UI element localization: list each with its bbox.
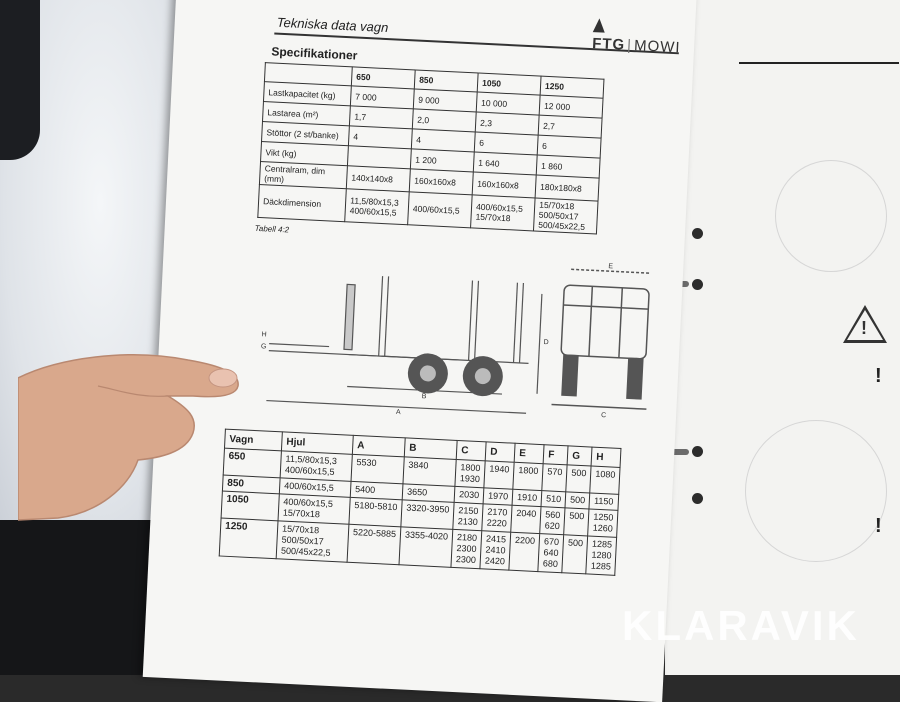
table-cell: 1970 xyxy=(483,488,513,505)
table-cell: 500 xyxy=(562,535,588,574)
table-cell: 2180 2300 2300 xyxy=(451,529,482,568)
table-header: 1250 xyxy=(540,76,604,98)
table-header: D xyxy=(485,442,515,462)
watermark-logo: KLARAVIK xyxy=(622,602,860,649)
table-cell: 160x160x8 xyxy=(472,172,536,198)
table-cell: 1250 1260 xyxy=(588,509,618,537)
table-cell: 180x180x8 xyxy=(535,175,599,201)
table-cell: 1940 xyxy=(484,461,514,489)
table-cell: 2150 2130 xyxy=(453,502,483,530)
row-label: Centralram, dim (mm) xyxy=(259,162,347,189)
table-cell: 4 xyxy=(411,129,475,152)
table-cell: 1150 xyxy=(589,493,619,510)
table-cell: 500 xyxy=(565,492,590,509)
table-cell: 670 640 680 xyxy=(538,534,564,573)
table-header: 1050 xyxy=(477,73,541,95)
table-cell: 10 000 xyxy=(476,92,540,115)
table-cell: 12 000 xyxy=(539,95,603,118)
table-header: F xyxy=(543,445,568,465)
dimension-label-a: A xyxy=(395,408,401,417)
table-cell: 1285 1280 1285 xyxy=(586,536,617,575)
table-cell: 3320-3950 xyxy=(401,500,454,530)
table-cell: 1 640 xyxy=(473,152,537,175)
logo-ftg: FTG xyxy=(591,35,626,54)
hand xyxy=(18,338,243,523)
table-header: 650 xyxy=(351,67,415,89)
table-header: A xyxy=(352,435,405,457)
table-header: G xyxy=(567,446,592,466)
table-cell: 2030 xyxy=(454,486,484,503)
row-label: 1050 xyxy=(221,491,279,521)
table-cell: 3650 xyxy=(402,484,455,503)
table-header: 850 xyxy=(414,70,478,92)
table-cell: 5180-5810 xyxy=(349,497,402,527)
table-cell: 1910 xyxy=(512,489,542,506)
section-heading: Specifikationer xyxy=(271,44,358,63)
table-header: C xyxy=(456,440,486,460)
binder-hole xyxy=(692,279,703,290)
right-page xyxy=(665,0,900,675)
spec-table xyxy=(254,62,604,235)
table-cell: 6 xyxy=(474,132,538,155)
table-cell: 11,5/80x15,3 400/60x15,5 xyxy=(345,189,410,225)
table-cell: 15/70x18 500/50x17 500/45x22,5 xyxy=(533,198,598,234)
logo-mowi: MOWI xyxy=(633,37,681,57)
table-cell: 400/60x15,5 xyxy=(408,192,473,228)
table-cell: 2,0 xyxy=(412,109,476,132)
page-title: Tekniska data vagn xyxy=(276,14,389,36)
table-cell: 3840 xyxy=(403,457,456,487)
table-cell: 5530 xyxy=(351,454,404,484)
dimension-label-h: H xyxy=(261,331,267,339)
table-cell: 1,7 xyxy=(349,106,413,129)
trailer-rear-view xyxy=(552,269,654,409)
exclamation-icon: ! xyxy=(875,365,882,387)
right-page-rule xyxy=(739,62,899,64)
table-cell: 5220-5885 xyxy=(347,524,401,564)
table-header: Vagn xyxy=(224,429,282,451)
jacket-sleeve xyxy=(0,0,40,160)
ghost-drawing-crane xyxy=(775,160,887,272)
table-cell: 500 xyxy=(566,465,591,493)
table-cell: 2,7 xyxy=(538,115,602,138)
binder-hole xyxy=(692,493,703,504)
table-cell: 1 860 xyxy=(536,155,600,178)
row-label: Däckdimension xyxy=(258,184,347,221)
table-cell: 2,3 xyxy=(475,112,539,135)
tree-logo-icon xyxy=(593,18,606,33)
row-label: 1250 xyxy=(219,518,278,559)
binder-hole xyxy=(692,446,703,457)
table-cell: 11,5/80x15,3 400/60x15,5 xyxy=(280,451,352,481)
table-header: H xyxy=(591,447,621,467)
dimension-table xyxy=(219,429,622,576)
table-header: B xyxy=(404,438,457,460)
table-cell: 1 200 xyxy=(410,149,474,172)
table-cell: 160x160x8 xyxy=(409,169,473,195)
table-cell: 1800 1930 xyxy=(455,459,485,487)
warning-exclamation-icon: ! xyxy=(861,318,867,338)
brand-logo: FTG|MOWI xyxy=(592,18,696,57)
table-cell: 15/70x18 500/50x17 500/45x22,5 xyxy=(276,521,349,562)
table-cell: 2170 2220 xyxy=(482,504,512,532)
table-caption: Tabell 4:2 xyxy=(254,223,290,235)
table-cell: 510 xyxy=(541,491,566,508)
table-cell: 5400 xyxy=(350,481,403,500)
trailer-diagram xyxy=(246,240,674,430)
dimension-label-d: D xyxy=(543,339,549,347)
row-label: Lastarea (m²) xyxy=(262,102,350,126)
table-header: Hjul xyxy=(281,432,353,454)
table-cell: 6 xyxy=(537,135,601,158)
table-cell: 400/60x15,5 15/70x18 xyxy=(278,494,350,524)
table-cell: 9 000 xyxy=(413,89,477,112)
table-cell: 2200 xyxy=(509,532,540,571)
table-cell: 2040 xyxy=(511,505,541,533)
row-label: 650 xyxy=(223,448,281,478)
table-cell: 1080 xyxy=(590,466,620,494)
table-cell: 1800 xyxy=(513,462,543,490)
table-cell: 3355-4020 xyxy=(399,527,453,567)
table-cell: 560 620 xyxy=(540,507,565,535)
table-cell: 570 xyxy=(542,464,567,492)
dimension-label-e: E xyxy=(608,263,614,271)
table-cell: 140x140x8 xyxy=(346,166,410,192)
dimension-label-c: C xyxy=(600,411,607,420)
binder-hole xyxy=(692,228,703,239)
row-label: 850 xyxy=(222,475,280,494)
ghost-drawing-rotator xyxy=(745,420,887,562)
dimension-label-b: B xyxy=(421,393,427,401)
dimension-label-g: G xyxy=(260,343,267,351)
table-cell: 400/60x15,5 15/70x18 xyxy=(471,195,536,231)
row-label: Stöttor (2 st/banke) xyxy=(262,122,350,146)
table-cell: 4 xyxy=(348,126,412,149)
row-label: Vikt (kg) xyxy=(261,142,349,166)
table-cell: 7 000 xyxy=(350,86,414,109)
table-cell: 400/60x15,5 xyxy=(279,478,351,497)
exclamation-icon: ! xyxy=(875,515,882,537)
table-cell: 500 xyxy=(564,508,589,536)
row-label: Lastkapacitet (kg) xyxy=(263,82,351,106)
table-cell: 2415 2410 2420 xyxy=(480,531,511,570)
table-header: E xyxy=(514,443,544,463)
